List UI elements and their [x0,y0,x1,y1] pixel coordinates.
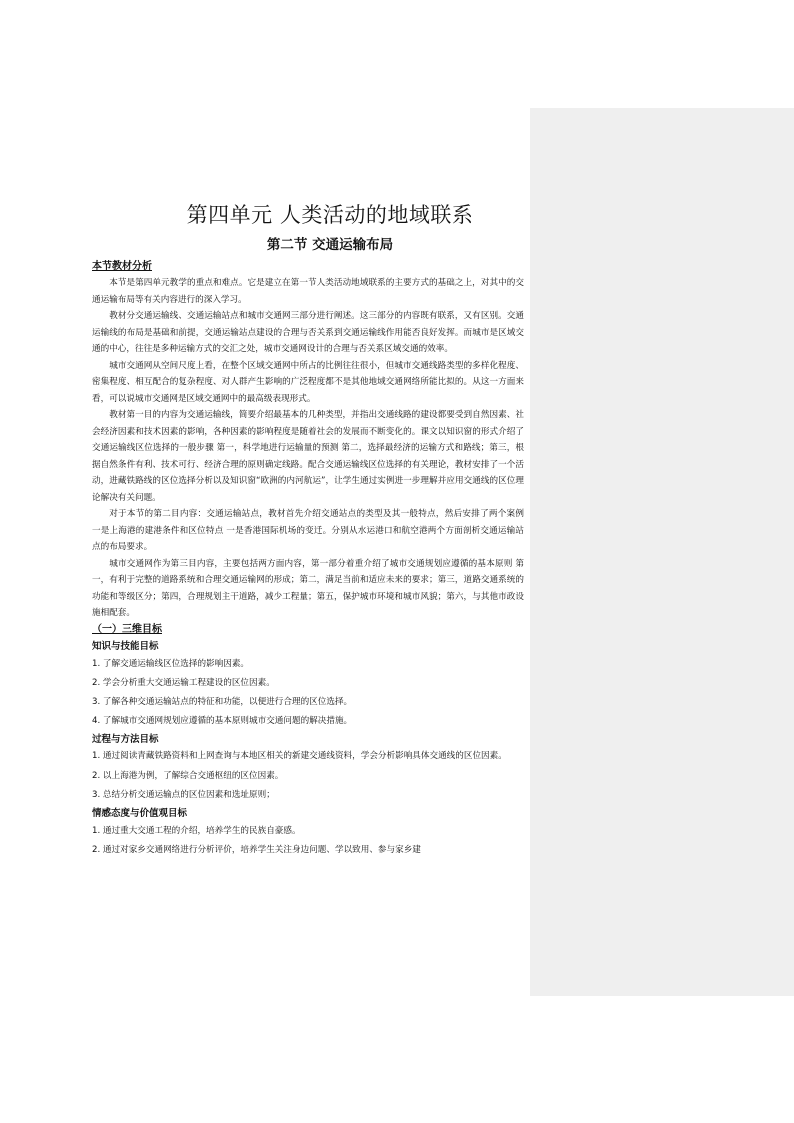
list-item: 4. 了解城市交通网规划应遵循的基本原则城市交通问题的解决措施。 [92,715,353,726]
paragraph: 城市交通网从空间尺度上看，在整个区域交通网中所占的比例往往很小，但城市交通线路类型的多样化程度、密集程度、相互配合的复杂程度、对人群产生影响的广泛程度都不是其他地域交通网络所能比拟的。从这一方面来看，可以说城市交通网是区域交通网中的最高级表现形式。 [92,360,524,404]
list-item: 1. 通过阅读青藏铁路资料和上网查询与本地区相关的新建交通线资料，学会分析影响具体交通线的区位因素。 [92,750,507,761]
document-subtitle: 第二节 交通运输布局 [266,237,394,253]
goal-group-title: 情感态度与价值观目标 [92,807,188,819]
list-item: 2. 以上海港为例，了解综合交通枢纽的区位因素。 [92,770,284,781]
comment-pane [530,108,794,996]
paragraph: 对于本节的第二目内容：交通运输站点，教材首先介绍交通站点的类型及其一般特点，然后安排了两个案例 一是上海港的建港条件和区位特点 一是香港国际机场的变迁。分别从水运港口和航空港两个方面剖析交通运输站点的布局要求。 [92,509,524,552]
list-item: 2. 通过对家乡交通网络进行分析评价，培养学生关注身边问题、学以致用、参与家乡建 [92,844,421,855]
goal-group-title: 知识与技能目标 [92,640,159,652]
document-title: 第四单元 人类活动的地域联系 [186,203,474,227]
goals-heading: （一）三维目标 [92,623,162,635]
section-heading: 本节教材分析 [92,261,152,272]
document-page [92,200,524,860]
list-item: 1. 通过重大交通工程的介绍，培养学生的民族自豪感。 [92,825,301,836]
paragraph: 城市交通网作为第三目内容，主要包括两方面内容，第一部分着重介绍了城市交通规划应遵循的基本原则 第一，有利于完整的道路系统和合理交通运输网的形成；第二，满足当前和适应未来的要求；第三，道路交通系统的功能和等级区分；第四，合理规划主干道路，减少工程量；第五，保护城市环境和城市风貌；第六，与其他市政设施相配套。 [92,558,524,618]
paragraph: 本节是第四单元教学的重点和难点。它是建立在第一节人类活动地域联系的主要方式的基础之上，对其中的交通运输布局等有关内容进行的深入学习。 [92,278,524,305]
list-item: 2. 学会分析重大交通运输工程建设的区位因素。 [92,677,275,688]
paragraph: 教材第一目的内容为交通运输线，简要介绍最基本的几种类型，并指出交通线路的建设都要受到自然因素、社会经济因素和技术因素的影响，各种因素的影响程度是随着社会的发展而不断变化的。课文以知识窗的形式介绍了交通运输线区位选择的一般步骤 第一，科学地进行运输量的预测 第二，选择最经济的运输方式和路线；第三，根据自然条件有利、技术可行、经济合理的原则确定线路。配合交通运输线区位选择的有关理论，教材安排了一个活动，进藏铁路线的区位选择分析以及知识窗“欧洲的内河航运”，让学生通过实例进一步理解并应用交通线的区位理论解决有关问题。 [92,410,524,503]
list-item: 3. 了解各种交通运输站点的特征和功能，以便进行合理的区位选择。 [92,696,353,707]
paragraph: 教材分交通运输线、交通运输站点和城市交通网三部分进行阐述。这三部分的内容既有联系，又有区别。交通运输线的布局是基础和前提，交通运输站点建设的合理与否关系到交通运输线作用能否良好发挥。而城市是区域交通的中心，往往是多种运输方式的交汇之处，城市交通网设计的合理与否关系区域交通的效率。 [92,311,524,354]
list-item: 1. 了解交通运输线区位选择的影响因素。 [92,658,250,669]
goal-group-title: 过程与方法目标 [92,733,159,745]
list-item: 3. 总结分析交通运输点的区位因素和选址原则； [92,789,275,800]
